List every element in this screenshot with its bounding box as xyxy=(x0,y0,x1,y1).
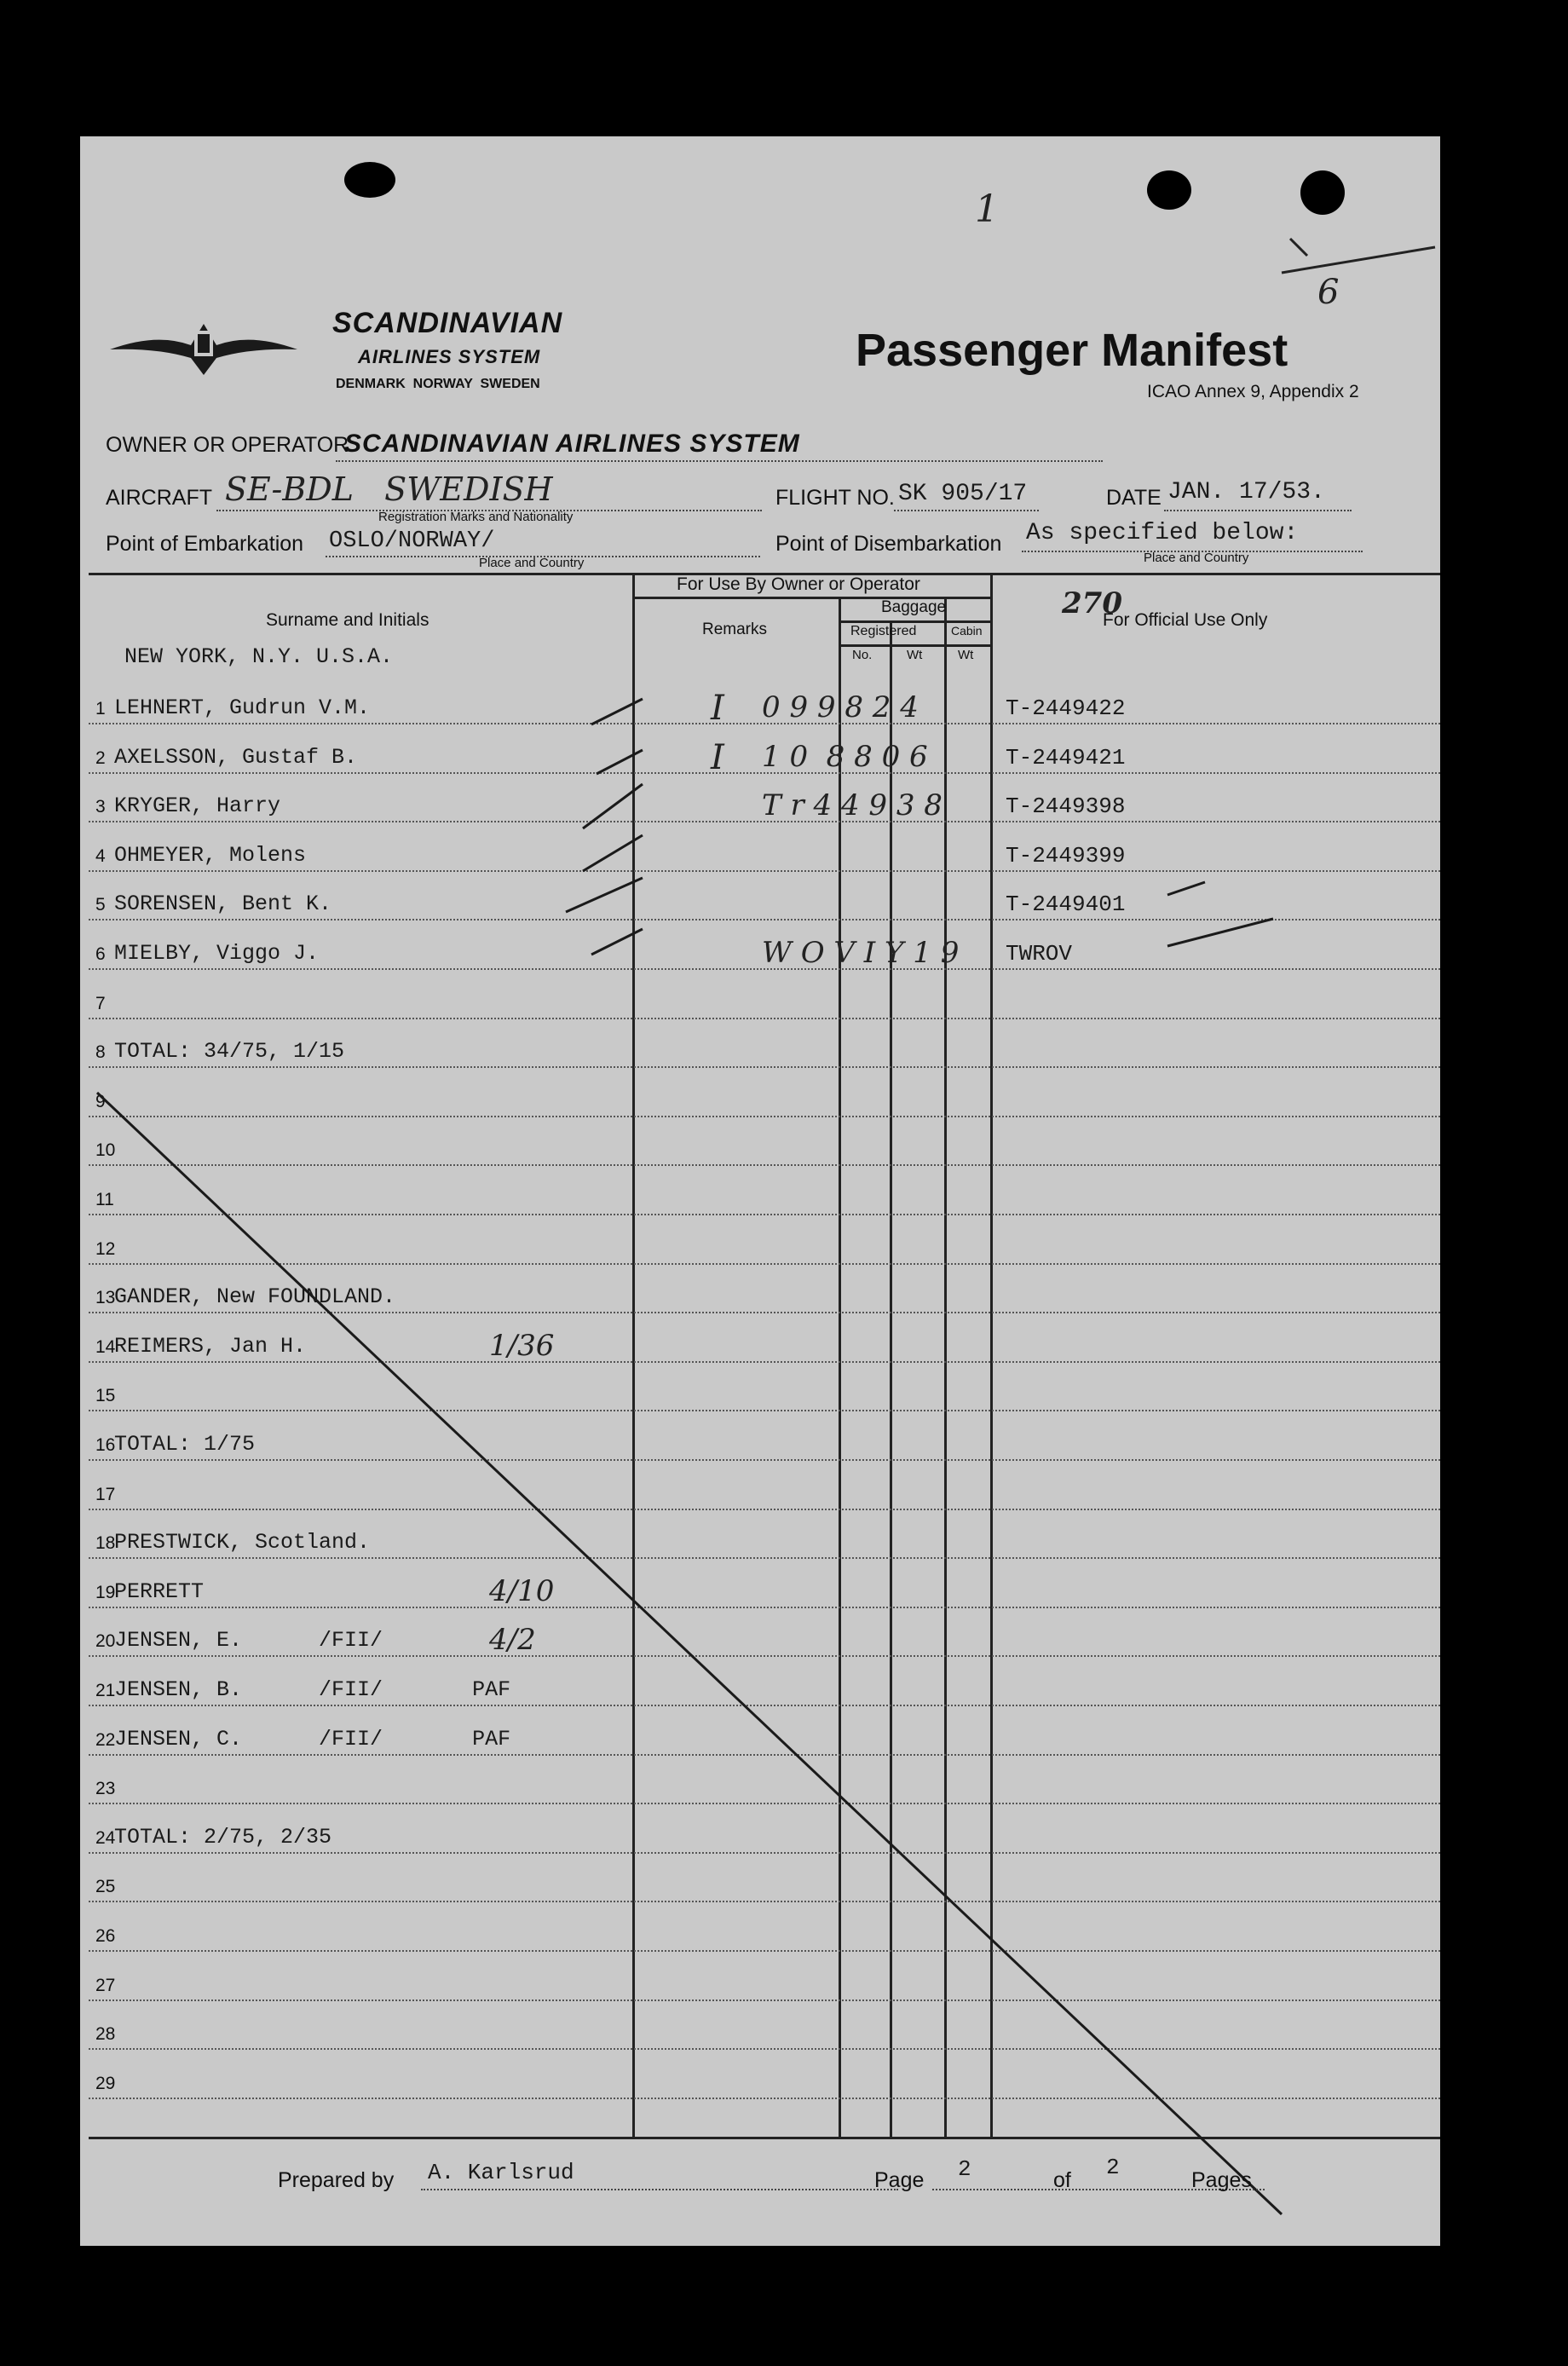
passenger-name: KRYGER, Harry xyxy=(114,793,281,819)
row-number: 10 xyxy=(95,1140,116,1161)
row-number: 12 xyxy=(95,1238,116,1259)
aircraft-label: AIRCRAFT xyxy=(106,486,212,510)
prepared-label: Prepared by xyxy=(278,2168,395,2192)
row-number: 16 xyxy=(95,1435,116,1455)
name-header: Surname and Initials xyxy=(266,610,429,630)
passenger-name: TOTAL: 2/75, 2/35 xyxy=(114,1824,332,1850)
passenger-name: OHMEYER, Molens xyxy=(114,842,307,868)
row-number: 1 xyxy=(95,699,106,718)
no-header: No. xyxy=(852,648,873,662)
passenger-name: GANDER, New FOUNDLAND. xyxy=(114,1284,396,1310)
passenger-name: PERRETT xyxy=(114,1578,205,1604)
aircraft-caption: Registration Marks and Nationality xyxy=(378,510,574,524)
row-number: 25 xyxy=(95,1877,116,1897)
official-entry: T-2449399 xyxy=(1006,842,1126,868)
handwritten-note: 1 0 8 8 0 6 xyxy=(762,739,928,774)
pages-label: Pages xyxy=(1191,2168,1252,2192)
row-number: 13 xyxy=(95,1288,116,1308)
row-number: 23 xyxy=(95,1779,116,1799)
passenger-name: LEHNERT, Gudrun V.M. xyxy=(114,695,371,720)
of-label: of xyxy=(1053,2168,1071,2192)
date-value: JAN. 17/53. xyxy=(1167,479,1325,505)
row-number: 9 xyxy=(95,1091,106,1111)
row-number: 2 xyxy=(95,747,106,768)
passenger-name: JENSEN, E. /FII/ xyxy=(114,1628,383,1653)
cabin-wt-header: Wt xyxy=(958,648,974,662)
row-number: 15 xyxy=(95,1386,116,1406)
official-entry: TWROV xyxy=(1006,941,1073,967)
section-heading: NEW YORK, N.Y. U.S.A. xyxy=(124,644,394,669)
airline-sub: AIRLINES SYSTEM xyxy=(358,346,541,367)
row-number: 4 xyxy=(95,845,106,866)
passenger-name: MIELBY, Viggo J. xyxy=(114,941,320,966)
handwritten-note: 1/36 xyxy=(489,1328,555,1363)
row-number: 21 xyxy=(95,1681,116,1700)
manifest-sheet xyxy=(80,136,1440,2246)
row-number: 19 xyxy=(95,1582,116,1602)
row-number: 5 xyxy=(95,895,106,915)
airline-countries: DENMARK NORWAY SWEDEN xyxy=(336,377,540,391)
passenger-name: JENSEN, C. /FII/ PAF xyxy=(114,1726,511,1751)
passenger-name: PRESTWICK, Scotland. xyxy=(114,1530,371,1555)
disembark-value: As specified below: xyxy=(1026,520,1299,546)
passenger-name: TOTAL: 1/75 xyxy=(114,1432,256,1457)
remarks-mark: I xyxy=(711,737,724,777)
diagonal-cancel-line xyxy=(80,136,1440,2246)
disembark-label: Point of Disembarkation xyxy=(775,532,1002,556)
disembark-caption: Place and Country xyxy=(1144,551,1249,565)
row-number: 24 xyxy=(95,1827,116,1848)
handwritten-note: 0 9 9 8 2 4 xyxy=(762,690,919,724)
official-header: For Official Use Only xyxy=(1103,610,1268,630)
registered-header: Registered xyxy=(850,624,917,638)
row-number: 28 xyxy=(95,2024,116,2045)
airline-name: SCANDINAVIAN xyxy=(332,307,563,339)
remarks-mark: I xyxy=(711,689,724,728)
passenger-name: JENSEN, B. /FII/ PAF xyxy=(114,1677,511,1702)
official-stamp: 270 xyxy=(1062,586,1122,620)
passenger-name: SORENSEN, Bent K. xyxy=(114,892,332,917)
row-number: 29 xyxy=(95,2073,116,2093)
row-number: 18 xyxy=(95,1533,116,1554)
owner-use-header: For Use By Owner or Operator xyxy=(677,574,920,594)
wt-header: Wt xyxy=(907,648,923,662)
handwritten-note: 4/2 xyxy=(489,1623,536,1658)
cabin-header: Cabin xyxy=(951,624,983,638)
passenger-name: REIMERS, Jan H. xyxy=(114,1333,307,1359)
page-title: Passenger Manifest xyxy=(856,325,1288,376)
official-entry: T-2449422 xyxy=(1006,695,1126,721)
date-label: DATE xyxy=(1106,486,1162,510)
handwritten-note: T r 4 4 9 3 8 xyxy=(762,788,943,823)
row-number: 20 xyxy=(95,1631,116,1652)
page-label: Page xyxy=(874,2168,925,2192)
official-entry: T-2449398 xyxy=(1006,793,1126,820)
handwritten-note: W O V I Y 1 9 xyxy=(762,936,960,970)
passenger-name: AXELSSON, Gustaf B. xyxy=(114,744,358,770)
page-value: 2 xyxy=(958,2156,971,2182)
embark-label: Point of Embarkation xyxy=(106,532,304,556)
row-number: 11 xyxy=(95,1190,114,1209)
row-number: 3 xyxy=(95,797,106,817)
official-entry: T-2449401 xyxy=(1006,892,1126,918)
page-subtitle: ICAO Annex 9, Appendix 2 xyxy=(1147,382,1359,401)
row-number: 7 xyxy=(95,993,106,1013)
passenger-name: TOTAL: 34/75, 1/15 xyxy=(114,1039,345,1065)
top-mark: 1 xyxy=(975,188,999,231)
of-value: 2 xyxy=(1106,2155,1120,2180)
flight-label: FLIGHT NO. xyxy=(775,486,895,510)
row-number: 8 xyxy=(95,1042,106,1063)
corner-mark: 6 xyxy=(1317,273,1340,312)
row-number: 26 xyxy=(95,1926,116,1946)
aircraft-value: SE-BDL SWEDISH xyxy=(225,470,553,508)
embark-value: OSLO/NORWAY/ xyxy=(329,528,495,554)
row-number: 17 xyxy=(95,1484,116,1504)
remarks-header: Remarks xyxy=(702,620,768,638)
flight-value: SK 905/17 xyxy=(898,481,1028,507)
prepared-value: A. Karlsrud xyxy=(428,2160,574,2185)
handwritten-note: 4/10 xyxy=(489,1573,555,1608)
baggage-header: Baggage xyxy=(881,598,947,616)
row-number: 14 xyxy=(95,1336,116,1357)
row-number: 27 xyxy=(95,1975,116,1995)
row-number: 22 xyxy=(95,1729,116,1750)
owner-value: SCANDINAVIAN AIRLINES SYSTEM xyxy=(344,430,800,458)
embark-caption: Place and Country xyxy=(479,556,585,570)
row-number: 6 xyxy=(95,944,106,964)
official-entry: T-2449421 xyxy=(1006,744,1126,770)
owner-label: OWNER OR OPERATOR xyxy=(106,433,349,457)
